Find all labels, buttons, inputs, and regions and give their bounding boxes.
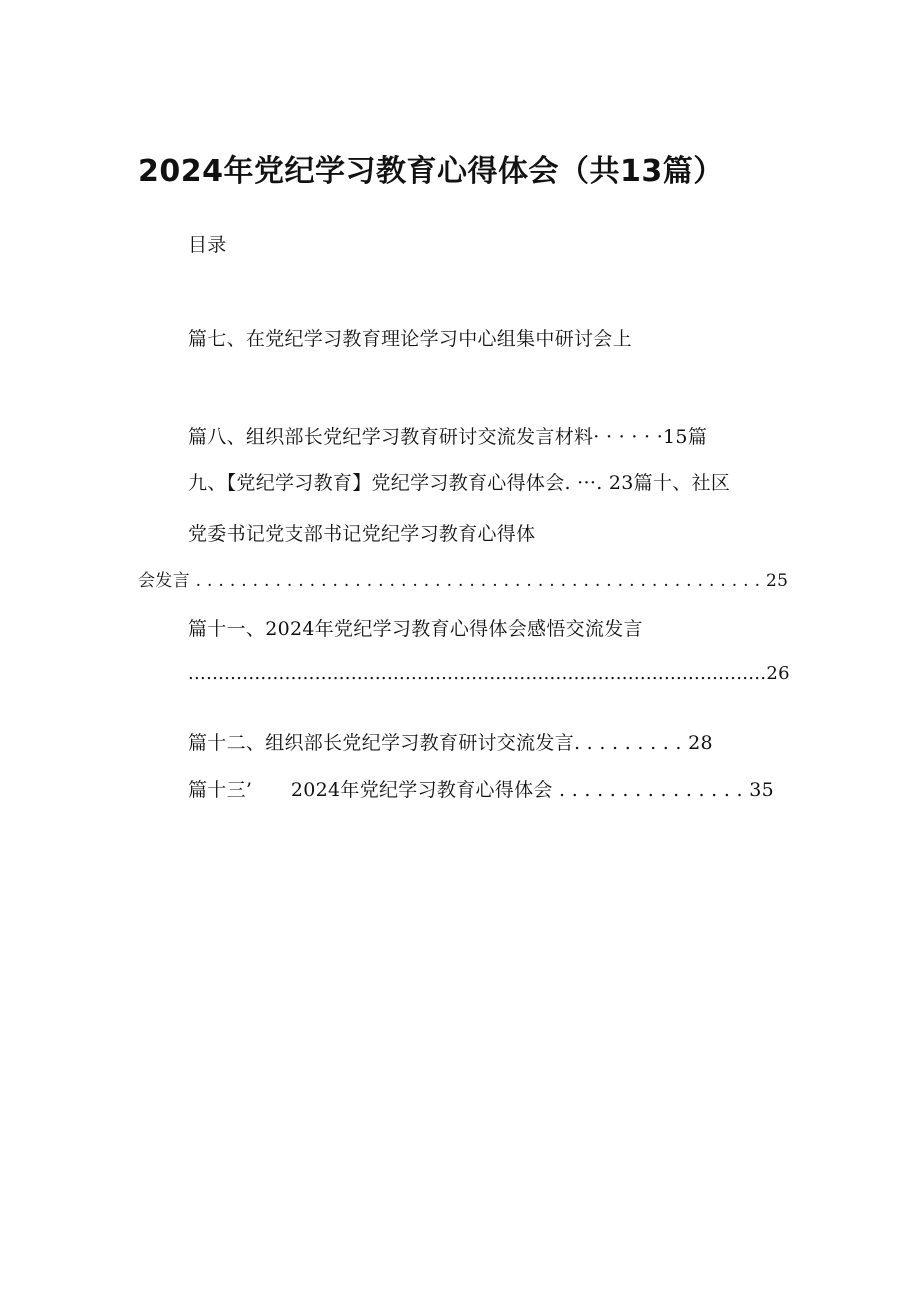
toc-entry-9: 九、【党纪学习教育】党纪学习教育心得体会. ···. 23篇十、社区 <box>188 472 731 494</box>
toc-entry-11: 篇十一、2024年党纪学习教育心得体会感悟交流发言 <box>188 618 643 640</box>
toc-entry-7: 篇七、在党纪学习教育理论学习中心组集中研讨会上 <box>188 328 632 350</box>
toc-entry-10-line1: 党委书记党支部书记党纪学习教育心得体 <box>188 523 536 545</box>
document-title: 2024年党纪学习教育心得体会（共13篇） <box>138 154 724 189</box>
toc-heading: 目录 <box>188 234 227 256</box>
toc-entry-11-leader: ..........…...................................................................................26 <box>188 663 790 684</box>
toc-entry-12: 篇十二、组织部长党纪学习教育研讨交流发言. . . . . . . . . 28 <box>188 732 713 754</box>
toc-entry-8: 篇八、组织部长党纪学习教育研讨交流发言材料· · · · · ·15篇 <box>188 426 708 448</box>
toc-entry-10-line2: 会发言 . . . . . . . . . . . . . . . . . . . . . . . . . . . . . . . . . . . . . . . . . . . . . . . . . . 25 <box>138 571 789 591</box>
toc-entry-13: 篇十三’ 2024年党纪学习教育心得体会 . . . . . . . . . . . . . . . 35 <box>188 779 774 801</box>
